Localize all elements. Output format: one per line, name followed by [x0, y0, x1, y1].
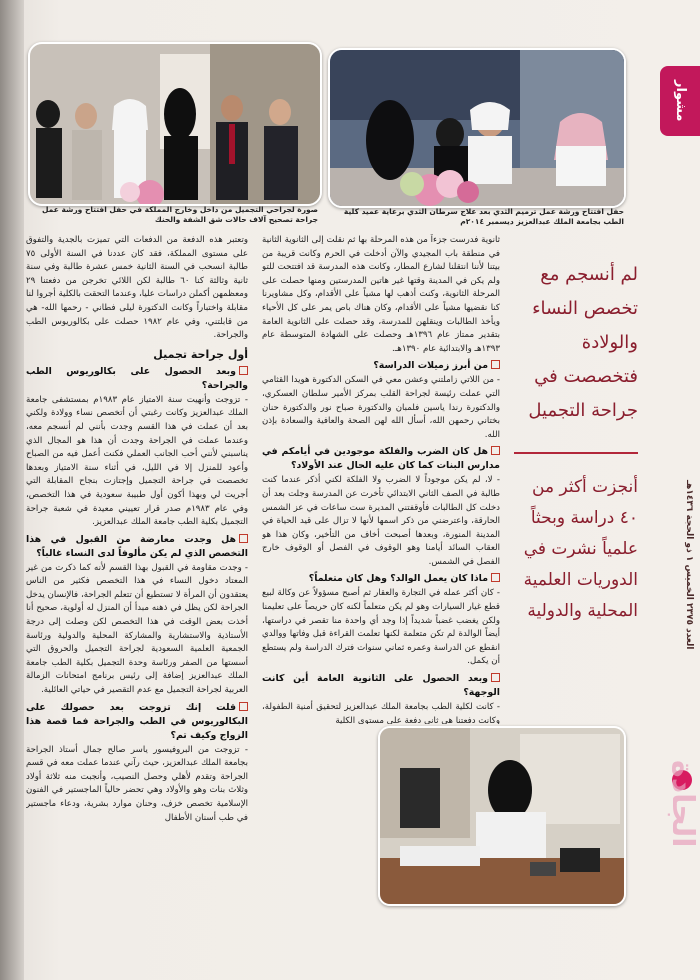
body-paragraph: - تزوجت من البروفيسور ياسر صالح جمال أستاذ الجراحة بجامعة الملك عبدالعزيز، حيث رآني عندما عملت معه في قسم الجراحة وتقدم لأهلي وحصل النصيب، وأنجبت منه ثلاثة أولاد وثلاث بنات وهو والأولاد وهي تحضر حالياً الماجستير في الفنون الإسلامية تخصص خزف، وحنان موارد بشرية، ودعاء ماجستير في طب أسنان الأطفال: [26, 744, 248, 823]
question-text: من أبرز زميلات الدراسة؟: [373, 360, 488, 372]
pull-quote-2-text: أنجزت أكثر من ٤٠ دراسة وبحثاً علمياً نشرت في الدوريات العلمية المحلية والدولية: [523, 477, 638, 621]
question-heading: [262, 672, 500, 700]
body-paragraph: - كان أكثر عمله في التجارة والعقار ثم أصبح مسؤولاً عن وكالة لبيع قطع غيار السيارات وهو لم يكن متعلماً لكنه كان حريصاً على تعليمنا ولكن يغضب غضباً شديداً إذا وجد أي واحدة منا تقصر في دراستها، أيضاً الوالدة لم تكن متعلمة لكنها تعلمت القراءة قبل وفاتها ووالدي انقطع عن الدراسة وعمره ثماني سنوات فترك الدراسة ولم يستطع أن يكمل.: [262, 588, 500, 667]
question-heading: [262, 572, 500, 586]
body-paragraph: - وجدت مقاومة في القبول بهذا القسم لأنه كما ذكرت من غير المعتاد دخول النساء في هذا التخصص فكثير من الناس يعتقدون أن المرأة لا تستطيع أن تتعلم الجراحة، فالإنسان يدخل الجراحة لكن يظل في ذهنه مبدأ أن المنزل له أولوية، صحيح أنا أخذت بعض الوقت في هذا التخصص لكن وصلت إلى درجة الأستاذية والاستشارية والمشاركة المحلية والدولية ورئاسة الجمعية العلمية السعودية لجراحة التجميل والحروق التي أسستها من الصفر ورئاسة وحدة التجميل بكلية الطب جامعة الملك عبدالعزيز إضافة إلى رئيس برنامج امتحانات الزمالة العربية لجراحة التجميل مع عدم التقصير في حياتي العائلية.: [26, 562, 248, 696]
pull-quote-2: [510, 472, 638, 627]
question-bullet-icon: [239, 702, 248, 711]
page-spine: [0, 0, 24, 980]
question-text: قلت إنك تزوجت بعد حصولك على البكالوريوس في الطب والجراحة فما قصة هذا الزواج وكيف تم؟: [26, 701, 248, 741]
question-heading: [26, 701, 248, 743]
question-heading: [26, 365, 248, 393]
pull-quote-divider: [514, 452, 638, 454]
issue-info: العدد ٢٣٧٥ الخميس ١ ذو الحجة ١٤٣٦هـ: [684, 480, 694, 650]
question-text: هل وجدت معارضة من القبول في هذا التخصص الذي لم يكن مألوفاً لدى النساء غالباً؟: [26, 533, 248, 559]
question-text: وبعد الحصول على بكالوريوس الطب والجراحة؟: [26, 365, 248, 391]
photo-doctor-office: [378, 726, 626, 906]
text-column-left: [26, 234, 248, 978]
body-paragraph: ثانوية فدرست جزءاً من هذه المرحلة بها ثم نقلت إلى الثانوية الثانية في منطقة باب المجيدي والآن أدخلت في الحرم وكانت قريبة من بيتنا لأننا انتقلنا لشارع المطار، وكانت هذه المدرسة قد افتتحت للتو ولم يكن في المدينة وقتها غير هاتين المدرستين ومنها حصلت على المرحلة الثانوية، وكنت أذهب لها مشياً على الأقدام، وكل مشاويرنا كنا نقضيها مشياً على الأقدام، وكان هناك باص يمر على كل الأحياء ويأخذ الطالبات وينقلهن للمدرسة، وقد حصلت على الثانوية العامة بتقدير ممتاز عام ١٣٩٦هـ وحصلت على الشهادة المتوسطة عام ١٣٩٣هـ والابتدائية عام ١٣٩٠هـ.: [262, 235, 500, 354]
body-paragraph: وتعتبر هذه الدفعة من الدفعات التي تميزت بالجدية والتفوق على مستوى المملكة، فقد كان عددنا في السنة الأولى ٧٥ طالبة انسحب في السنة الثانية خمس عشرة طالبة وفي سنة ثانية وثالثة كنا ٦٠ طالبة لكن اللائي تخرجن من دفعتنا ٢٩ ومعظمهن أكملن دراسات عليا، وعندما التحقت بالكلية أجروا لنا مقابلة واختباراً وكانت الدكتورة ليلى فطاني - رحمها الله- هي من قابلتني، وفي عام ١٩٨٢ حصلت على بكالوريوس الطب والجراحة.: [26, 235, 248, 341]
question-bullet-icon: [491, 673, 500, 682]
caption-right-photo: حفل افتتاح ورشة عمل ترميم الثدي بعد علاج سرطان الثدي برعاية عميد كلية الطب بجامعة الملك عبدالعزيز ديسمبر ٢٠١٤م: [343, 207, 624, 226]
question-text: هل كان الضرب والفلكة موجودين في أيامكم في مدارس البنات كما كان عليه الحال عند الأولاد؟: [262, 446, 500, 472]
question-heading: [262, 445, 500, 473]
section-tab: مشوار: [660, 66, 700, 136]
question-heading: [262, 359, 500, 373]
question-bullet-icon: [491, 360, 500, 369]
question-bullet-icon: [239, 534, 248, 543]
photo-workshop-opening: [328, 48, 626, 208]
body-paragraph: - لا، لم يكن موجوداً لا الضرب ولا الفلكة لكني أذكر عندما كنت طالبة في الصف الثاني الابتدائي تأخرت عن المدرسة وجلت بعد أن دخلت كل الطالبات فأوقفتني المديرة ست ساعات في عز الشمس الحارقة، واعترضني من ذكر اسمها لأنها لا تزال على قيد الحياة في المدينة المنورة، وبعدها أصبحت أخاف من التأخير، وكان هذا هو العقاب السائد أيامنا وهو الوقوف في الفصل أو الوقوف خارج الفصل في الشمس.: [262, 475, 500, 567]
caption-left-photo: صورة لجراحي التجميل من داخل وخارج المملكة في حفل افتتاح ورشة عمل جراحة تصحيح آلاف حالات شق الشفة والحنك: [41, 205, 318, 224]
pull-quote-1-text: لم أنسجم مع تخصص النساء والولادة فتخصصت في جراحة التجميل: [528, 264, 638, 421]
question-text: ماذا كان يعمل الوالد؟ وهل كان متعلماً؟: [308, 573, 488, 585]
text-column-middle: [262, 234, 500, 724]
body-paragraph: - كانت لكلية الطب بجامعة الملك عبدالعزيز لتحقيق أمنية الطفولة، وكانت دفعتنا هي ثاني دفعة على مستوى الكلية: [262, 702, 500, 724]
section-subheading: أول جراحة تجميل: [153, 347, 248, 361]
question-bullet-icon: [491, 446, 500, 455]
photo-surgeons-group: [28, 42, 322, 206]
question-bullet-icon: [491, 573, 500, 582]
ghost-masthead: الجادة: [665, 760, 700, 848]
body-paragraph: - تزوجت وأنهيت سنة الامتياز عام ١٩٨٣م بمستشفى جامعة الملك عبدالعزيز وكانت رغبتي أن أتخصص نساء وولادة ولكني بعد أن عملت في هذا القسم وجدت بأنني لم أنسجم معه، وعندما عملت في الجراحة وجدت أن هذا هو المجال الذي يناسبني لأنني أحب الجانب العملي فكنت أعمل فيه من الصباح وأعود للمنزل إلا في الليل، في أثناء سنة الامتياز وبعدها تخصصت في جراحة التجميل وإجتازت بنجاح المقابلة التي أجريت لي وبهذا أكون أول طبيبة سعودية في هذا التخصص، وفي عام ١٩٨٣م صدر قرار تعييني معيدة في شعبة جراحة التجميل بكلية الطب جامعة الملك عبدالعزيز.: [26, 394, 248, 528]
question-heading: [26, 533, 248, 561]
pull-quote-1: [510, 258, 638, 428]
question-bullet-icon: [239, 366, 248, 375]
question-text: وبعد الحصول على الثانوية العامة أين كانت الوجهة؟: [262, 673, 500, 699]
body-paragraph: - من اللاتي زاملتني وعشن معي في السكن الدكتورة هويدا القثامي التي عملت رئيسة لجراحة القلب بمركز الأمير سلطان العسكري، والدكتورة رندا ياسين فلمبان والدكتورة صباح نور والدكتورة حنان بختاني رحمهن الله، أسأل الله لهن الصحة والعافية والسعادة بإذن الله.: [262, 375, 500, 440]
